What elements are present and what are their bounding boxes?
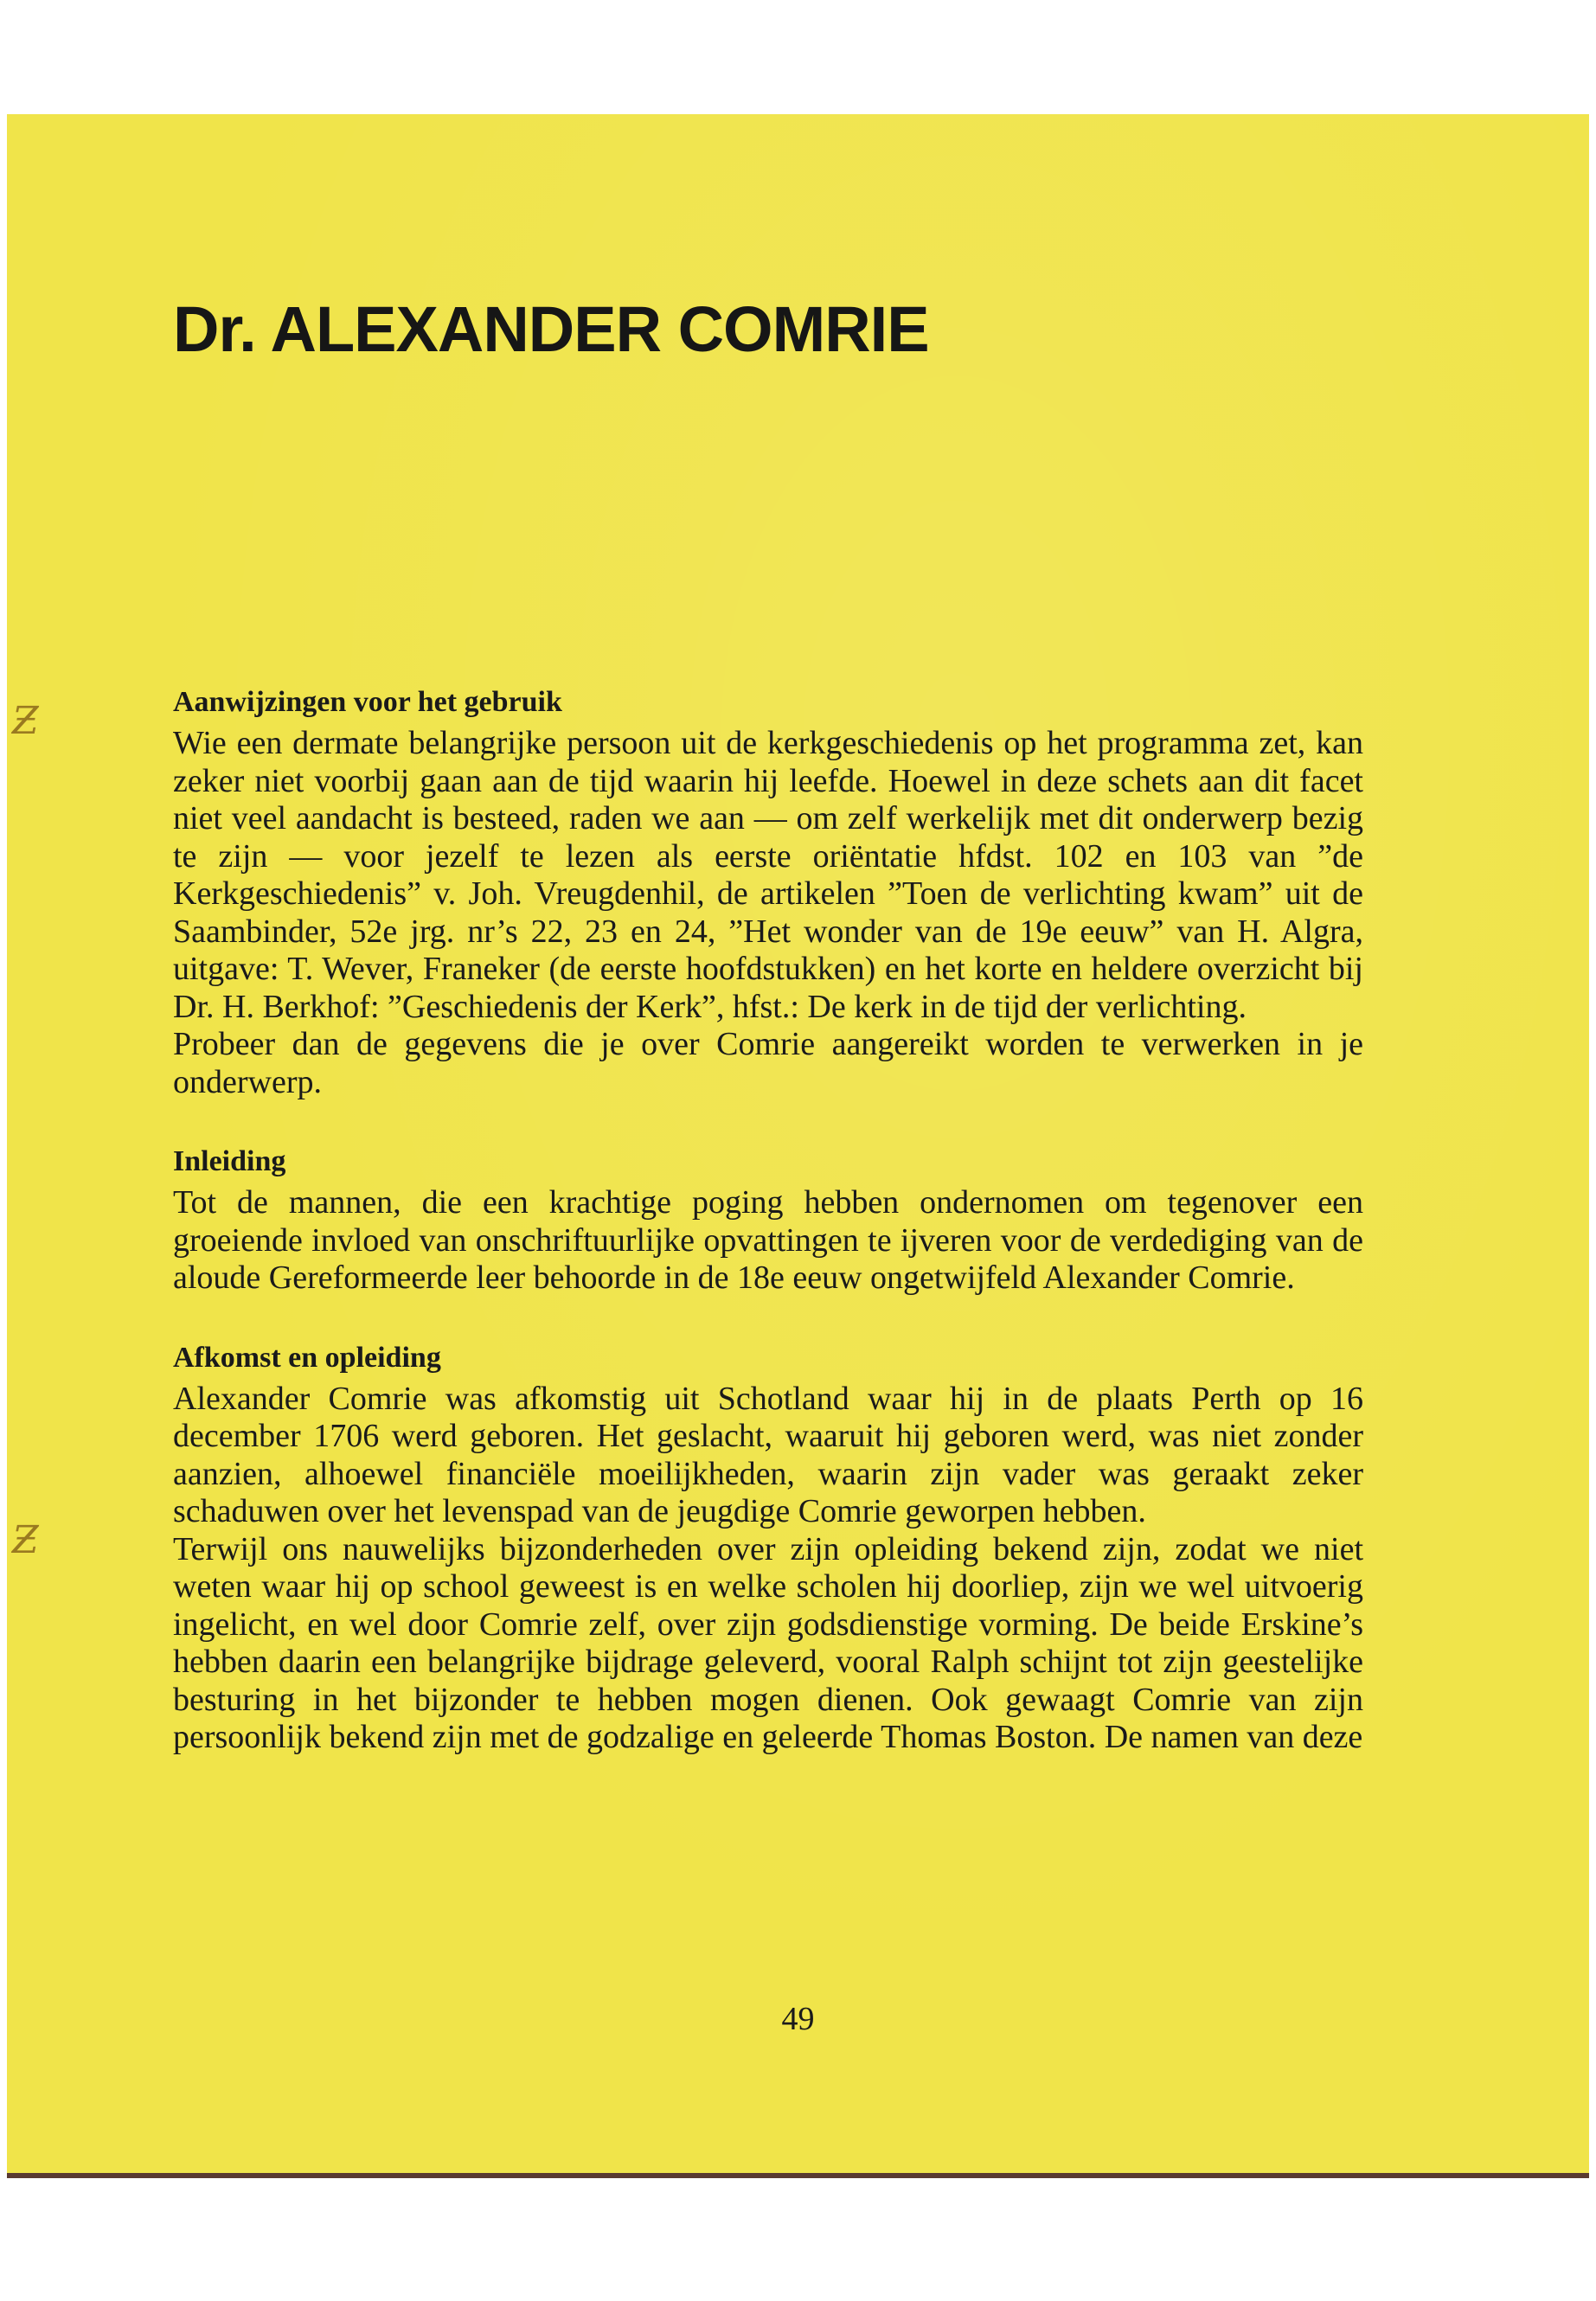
paragraph: Wie een dermate belangrijke persoon uit de kerkgeschiedenis op het programma zet, kan zeker niet voorbij gaan aan de tijd waarin hij leefde. Hoewel in deze schets aan dit facet niet veel aandacht is besteed, raden we aan — om zelf werkelijk met dit onderwerp bezig te zijn — voor jezelf te lezen als eerste oriëntatie hfdst. 102 en 103 van ”de Kerkgeschiedenis” v. Joh. Vreugdenhil, de artikelen ”Toen de verlichting kwam” uit de Saambinder, 52e jrg. nr’s 22, 23 en 24, ”Het wonder van de 19e eeuw” van H. Algra, uitgave: T. Wever, Franeker (de eerste hoofdstukken) en het korte en heldere overzicht bij Dr. H. Berkhof: ”Geschiedenis der Kerk”, hfst.: De kerk in de tijd der verlichting. [173,725,1363,1025]
section-origin-education [173,1339,1363,1757]
section-heading: Afkomst en opleiding [173,1341,441,1374]
section-heading: Aanwijzingen voor het gebruik [173,686,562,718]
paragraph: Tot de mannen, die een krachtige poging hebben ondernomen om tegenover een groeiende invloed van onschriftuurlijke opvattingen te ijveren voor de verdediging van de aloude Gereformeerde leer behoorde in de 18e eeuw ongetwijfeld Alexander Comrie. [173,1184,1363,1296]
margin-mark: Ƶ [12,1518,39,1562]
section-introduction [173,1143,1363,1298]
bottom-rule [7,2173,1589,2178]
paragraph: Probeer dan de gegevens die je over Comrie aangereikt worden te verwerken in je onderwerp. [173,1026,1363,1100]
paragraph: Terwijl ons nauwelijks bijzonderheden over zijn opleiding bekend zijn, zodat we niet weten waar hij op school geweest is en welke scholen hij doorliep, zijn we wel uitvoerig ingelicht, en wel door Comrie zelf, over zijn godsdienstige vorming. De beide Erskine’s hebben daarin een belangrijke bijdrage geleverd, vooral Ralph schijnt tot zijn geestelijke besturing in het bijzonder te hebben mogen dienen. Ook gewaagt Comrie van zijn persoonlijk bekend zijn met de godzalige en geleerde Thomas Boston. De namen van deze [173,1530,1363,1755]
section-usage [173,683,1363,1101]
page-number: 49 [781,2001,815,2037]
paragraph: Alexander Comrie was afkomstig uit Schotland waar hij in de plaats Perth op 16 december 1706 werd geboren. Het geslacht, waaruit hij geboren werd, was niet zonder aanzien, alhoewel financiële moeilijkheden, waarin zijn vader was geraakt zeker schaduwen over het levenspad van de jeugdige Comrie geworpen hebben. [173,1380,1363,1529]
body-text [173,683,1363,1798]
margin-mark: Ƶ [12,699,39,743]
section-heading: Inleiding [173,1145,286,1177]
page-title: Dr. ALEXANDER COMRIE [173,293,929,365]
